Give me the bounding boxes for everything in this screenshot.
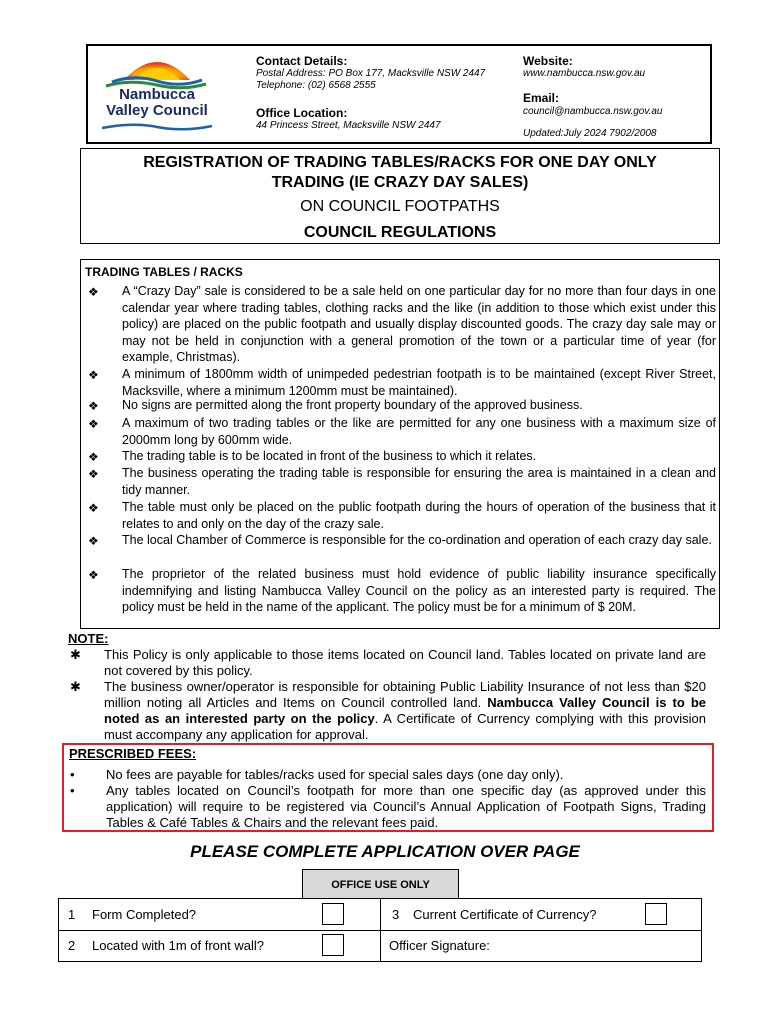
star-bullet-icon: ✱ bbox=[70, 679, 81, 694]
title-line2: TRADING (IE CRAZY DAY SALES) bbox=[271, 174, 529, 191]
regulations-heading: TRADING TABLES / RACKS bbox=[85, 265, 243, 279]
fee-item: Any tables located on Council’s footpath for more than one specific day (as approved under this application) will require to be registered via Council’s Annual Application of Footpath Signs, Trading Tables & Café Tables & Chairs and the relevant fees paid. bbox=[106, 783, 706, 830]
title-subtitle: ON COUNCIL FOOTPATHS bbox=[300, 198, 500, 215]
logo-line1: Nambucca bbox=[119, 86, 195, 103]
telephone: Telephone: (02) 6568 2555 bbox=[256, 80, 376, 91]
note-label: NOTE: bbox=[68, 631, 109, 646]
updated-date: Updated:July 2024 7902/2008 bbox=[523, 128, 657, 139]
bullet-icon: ❖ bbox=[88, 285, 99, 299]
postal-address: Postal Address: PO Box 177, Macksville NSW 2447 bbox=[256, 68, 486, 79]
office-use-heading: OFFICE USE ONLY bbox=[302, 869, 459, 899]
note-item-text: . A Certificate of Currency complying with this provision must accompany any application for approval. bbox=[104, 711, 706, 742]
office-label: Office Location: bbox=[256, 106, 348, 120]
row2-number: 2 bbox=[68, 938, 76, 953]
logo-text bbox=[97, 87, 217, 119]
dot-bullet-icon: • bbox=[70, 767, 75, 782]
title-line1: REGISTRATION OF TRADING TABLES/RACKS FOR ONE DAY ONLY bbox=[143, 154, 657, 171]
note-item bbox=[104, 679, 706, 743]
form-title bbox=[81, 153, 719, 193]
regulations-title: COUNCIL REGULATIONS bbox=[303, 224, 497, 241]
officer-signature-label: Officer Signature: bbox=[389, 938, 490, 953]
regulation-item: The business operating the trading table is responsible for ensuring the area is maintained in a clean and tidy manner. bbox=[122, 466, 716, 497]
bullet-icon: ❖ bbox=[88, 568, 99, 582]
bullet-icon: ❖ bbox=[88, 534, 99, 548]
row2-label: Located with 1m of front wall? bbox=[92, 938, 264, 953]
row1-number: 1 bbox=[68, 907, 76, 922]
bullet-icon: ❖ bbox=[88, 417, 99, 431]
website-link[interactable]: www.nambucca.nsw.gov.au bbox=[523, 68, 646, 79]
certificate-checkbox[interactable] bbox=[645, 903, 667, 925]
regulation-item: A maximum of two trading tables or the like are permitted for any one business with a maximum size of 2000mm long by 600mm wide. bbox=[122, 416, 716, 447]
logo-line2: Valley Council bbox=[106, 102, 208, 119]
regulation-item: The proprietor of the related business must hold evidence of public liability insurance specifically indemnifying and listing Nambucca Valley Council on the policy as an interested party is required. The policy must be held in the name of the applicant. The policy must be for a minimum of $ 20M. bbox=[122, 567, 716, 615]
website-label: Website: bbox=[523, 54, 573, 68]
note-item-bold: Nambucca Valley Council is to be noted as an interested party on the policy bbox=[104, 695, 706, 726]
contact-label: Contact Details: bbox=[256, 54, 348, 68]
regulation-item: No signs are permitted along the front property boundary of the approved business. bbox=[122, 398, 583, 412]
complete-over-page: PLEASE COMPLETE APPLICATION OVER PAGE bbox=[190, 842, 580, 861]
note-item-text: The business owner/operator is responsible for obtaining Public Liability Insurance of not less than $20 million noting all Articles and Items on Council controlled land. bbox=[104, 679, 706, 710]
row1-label: Form Completed? bbox=[92, 907, 197, 922]
regulation-item: A minimum of 1800mm width of unimpeded pedestrian footpath is to be maintained (except River Street, Macksville, where a minimum 1200mm must be maintained). bbox=[122, 367, 716, 398]
office-use-table bbox=[58, 898, 702, 962]
regulation-item: The local Chamber of Commerce is responsible for the co-ordination and operation of each crazy day sale. bbox=[122, 533, 712, 547]
star-bullet-icon: ✱ bbox=[70, 647, 81, 662]
form-completed-checkbox[interactable] bbox=[322, 903, 344, 925]
column-divider bbox=[380, 899, 381, 961]
fee-item: No fees are payable for tables/racks used for special sales days (one day only). bbox=[106, 767, 564, 782]
bullet-icon: ❖ bbox=[88, 399, 99, 413]
email-link[interactable]: council@nambucca.nsw.gov.au bbox=[523, 106, 663, 117]
bullet-icon: ❖ bbox=[88, 501, 99, 515]
bullet-icon: ❖ bbox=[88, 467, 99, 481]
regulation-item: A “Crazy Day” sale is considered to be a sale held on one particular day for no more than four days in one calendar year where trading tables, clothing racks and the like (in addition to those which exist under this policy) are placed on the public footpath and usually display discounted goods. The crazy day sale may or may not be held in conjunction with a general promotion of the town or a particular time of year (for example, Christmas). bbox=[122, 284, 716, 365]
dot-bullet-icon: • bbox=[70, 783, 75, 798]
office-address: 44 Princess Street, Macksville NSW 2447 bbox=[256, 120, 441, 131]
email-label: Email: bbox=[523, 91, 560, 105]
regulation-item: The trading table is to be located in front of the business to which it relates. bbox=[122, 449, 537, 463]
bullet-icon: ❖ bbox=[88, 368, 99, 382]
row1b-number: 3 bbox=[392, 907, 400, 922]
front-wall-checkbox[interactable] bbox=[322, 934, 344, 956]
row1b-label: Current Certificate of Currency? bbox=[413, 907, 597, 922]
title-box bbox=[80, 148, 720, 244]
note-item: This Policy is only applicable to those items located on Council land. Tables located on private land are not covered by this policy. bbox=[104, 647, 706, 678]
bullet-icon: ❖ bbox=[88, 450, 99, 464]
fees-label: PRESCRIBED FEES: bbox=[69, 746, 197, 761]
regulation-item: The table must only be placed on the public footpath during the hours of operation of the business that it relates to and only on the day of the crazy sale. bbox=[122, 500, 716, 531]
